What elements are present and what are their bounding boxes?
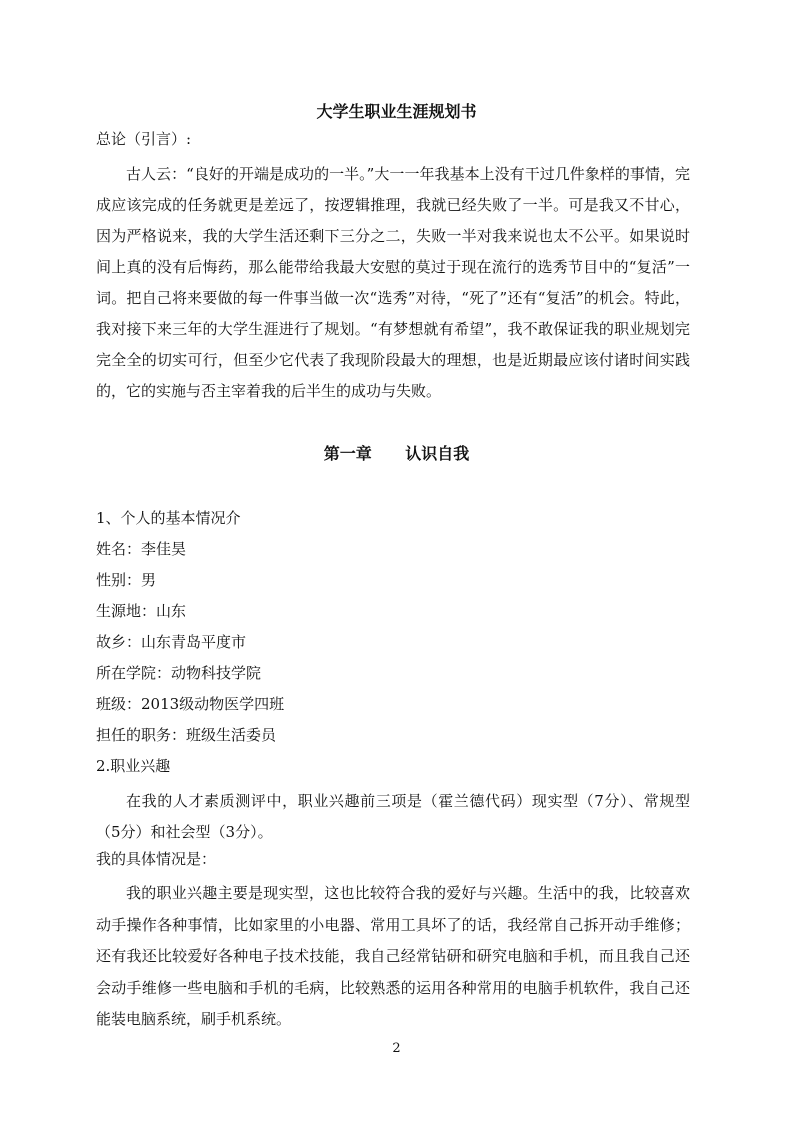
info-hometown: 故乡：山东青岛平度市 (96, 633, 247, 651)
info-name: 姓名：李佳昊 (96, 540, 187, 558)
detail-paragraph: 我的职业兴趣主要是现实型，这也比较符合我的爱好与兴趣。生活中的我，比较喜欢动手操作各种事情，比如家里的小电器、常用工具坏了的话，我经常自己拆开动手维修；还有我还比较爱好各种电子技术技能，我自己经常钻研和研究电脑和手机，而且我自己还会动手维修一些电脑和手机的毛病，比较熟悉的运用各种常用的电脑手机软件，我自己还能装电脑系统，刷手机系统。 (96, 884, 690, 1028)
info-gender: 性别：男 (96, 571, 157, 589)
interest-paragraph: 在我的人才素质测评中，职业兴趣前三项是（霍兰德代码）现实型（7分）、常规型（5分）和社会型（3分）。 (96, 792, 690, 841)
info-college: 所在学院：动物科技学院 (96, 664, 262, 682)
section2-heading: 2.职业兴趣 (96, 757, 171, 775)
section1-heading: 1、个人的基本情况介 (96, 509, 241, 527)
chapter-title: 第一章 认识自我 (323, 444, 470, 463)
info-position: 担任的职务：班级生活委员 (96, 726, 277, 744)
document-title: 大学生职业生涯规划书 (316, 102, 477, 121)
info-origin: 生源地：山东 (96, 602, 187, 620)
page-number: 2 (392, 1041, 401, 1056)
info-class: 班级：2013级动物医学四班 (96, 695, 285, 713)
detail-heading: 我的具体情况是： (96, 850, 217, 868)
intro-heading: 总论（引言）: (96, 130, 192, 148)
intro-paragraph: 古人云：“良好的开端是成功的一半。”大一一年我基本上没有干过几件象样的事情，完成应该完成的任务就更是差远了，按逻辑推理，我就已经失败了一半。可是我又不甘心，因为严格说来，我的大学生活还剩下三分之二，失败一半对我来说也太不公平。如果说时间上真的没有后悔药，那么能带给我最大安慰的莫过于现在流行的选秀节目中的“复活”一词。把自己将来要做的每一件事当做一次“选秀”对待，“死了”还有“复活”的机会。特此，我对接下来三年的大学生涯进行了规划。“有梦想就有希望”，我不敢保证我的职业规划完完全全的切实可行，但至少它代表了我现阶段最大的理想，也是近期最应该付诸时间实践的，它的实施与否主宰着我的后半生的成功与失败。 (96, 165, 690, 400)
